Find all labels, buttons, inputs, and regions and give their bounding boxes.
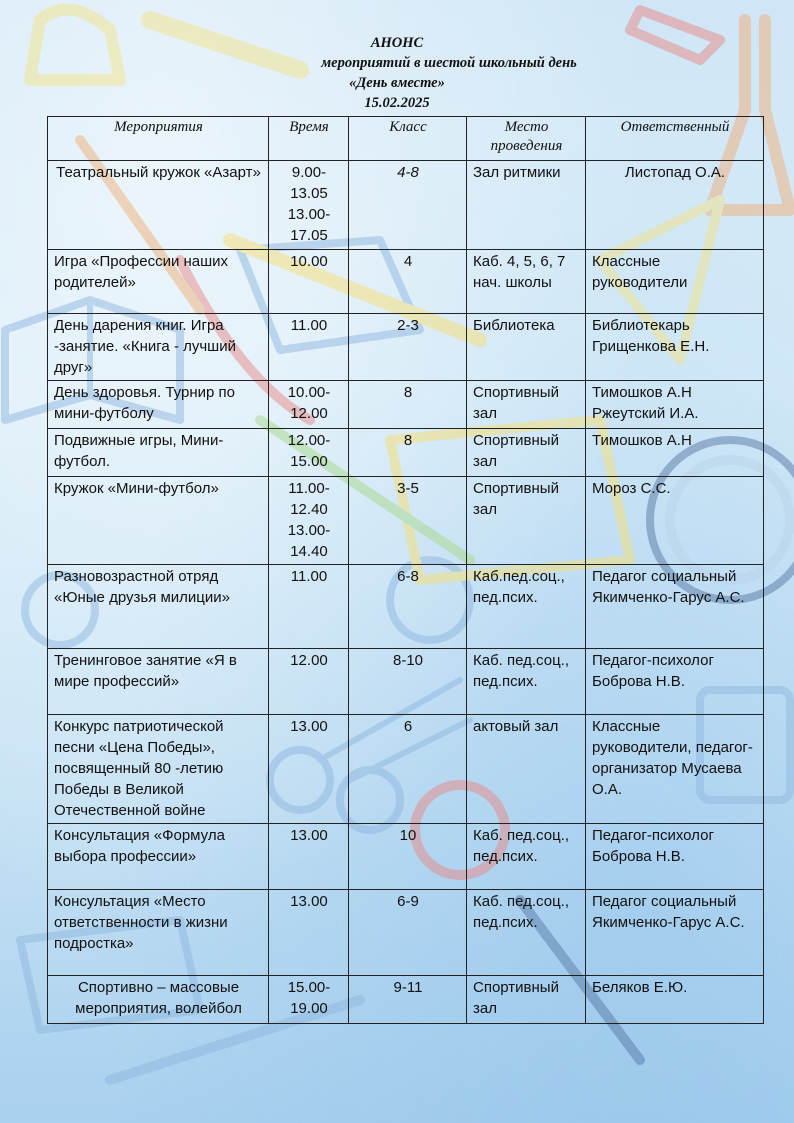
class-cell: 2-3 — [349, 314, 467, 381]
responsible-cell: Тимошков А.Н Ржеутский И.А. — [586, 381, 764, 429]
column-header-time: Время — [269, 117, 349, 161]
table-row — [48, 381, 764, 429]
event-cell: Разновозрастной отряд «Юные друзья милиции» — [48, 565, 269, 649]
column-header-class: Класс — [349, 117, 467, 161]
event-cell: Игра «Профессии наших родителей» — [48, 250, 269, 314]
time-cell: 11.00-12.40 13.00-14.40 — [269, 477, 349, 565]
responsible-cell: Мороз С.С. — [586, 477, 764, 565]
class-cell: 8-10 — [349, 649, 467, 715]
place-cell: Спортивный зал — [467, 477, 586, 565]
event-cell: Спортивно – массовые мероприятия, волейбол — [48, 976, 269, 1024]
responsible-cell: Педагог-психолог Боброва Н.В. — [586, 649, 764, 715]
table-row — [48, 565, 764, 649]
event-cell: Тренинговое занятие «Я в мире профессий» — [48, 649, 269, 715]
time-cell: 10.00 — [269, 250, 349, 314]
place-cell: Спортивный зал — [467, 429, 586, 477]
event-cell: Конкурс патриотической песни «Цена Победы», посвященный 80 -летию Победы в Великой Отечественной войне — [48, 715, 269, 824]
responsible-cell: Педагог социальный Якимченко-Гарус А.С. — [586, 565, 764, 649]
place-cell: Библиотека — [467, 314, 586, 381]
column-header-place: Место проведения — [467, 117, 586, 161]
place-cell: Спортивный зал — [467, 976, 586, 1024]
table-row — [48, 824, 764, 890]
column-header-responsible: Ответственный — [586, 117, 764, 161]
event-cell: День здоровья. Турнир по мини-футболу — [48, 381, 269, 429]
table-row — [48, 477, 764, 565]
table-row — [48, 715, 764, 824]
responsible-cell: Листопад О.А. — [586, 161, 764, 250]
table-row — [48, 976, 764, 1024]
time-cell: 13.00 — [269, 890, 349, 976]
responsible-cell: Классные руководители — [586, 250, 764, 314]
responsible-cell: Классные руководители, педагог-организатор Мусаева О.А. — [586, 715, 764, 824]
time-cell: 12.00-15.00 — [269, 429, 349, 477]
responsible-cell: Тимошков А.Н — [586, 429, 764, 477]
place-cell: актовый зал — [467, 715, 586, 824]
table-row — [48, 890, 764, 976]
place-cell: Каб. пед.соц., пед.псих. — [467, 890, 586, 976]
events-table — [47, 116, 764, 1024]
responsible-cell: Библиотекарь Грищенкова Е.Н. — [586, 314, 764, 381]
event-cell: Театральный кружок «Азарт» — [48, 161, 269, 250]
time-cell: 9.00-13.05 13.00-17.05 — [269, 161, 349, 250]
time-cell: 13.00 — [269, 824, 349, 890]
time-cell: 12.00 — [269, 649, 349, 715]
announcement-subtitle: мероприятий в шестой школьный день — [321, 55, 577, 71]
class-cell: 4-8 — [349, 161, 467, 250]
class-cell: 3-5 — [349, 477, 467, 565]
place-cell: Каб.пед.соц., пед.псих. — [467, 565, 586, 649]
event-cell: Кружок «Мини-футбол» — [48, 477, 269, 565]
table-row — [48, 314, 764, 381]
class-cell: 6-8 — [349, 565, 467, 649]
class-cell: 10 — [349, 824, 467, 890]
responsible-cell: Беляков Е.Ю. — [586, 976, 764, 1024]
event-cell: Подвижные игры, Мини-футбол. — [48, 429, 269, 477]
place-cell: Зал ритмики — [467, 161, 586, 250]
table-row — [48, 250, 764, 314]
place-cell: Каб. 4, 5, 6, 7 нач. школы — [467, 250, 586, 314]
time-cell: 15.00-19.00 — [269, 976, 349, 1024]
table-header-row — [48, 117, 764, 161]
column-header-event: Мероприятия — [48, 117, 269, 161]
time-cell: 13.00 — [269, 715, 349, 824]
place-cell: Каб. пед.соц., пед.псих. — [467, 824, 586, 890]
responsible-cell: Педагог социальный Якимченко-Гарус А.С. — [586, 890, 764, 976]
place-cell: Каб. пед.соц., пед.псих. — [467, 649, 586, 715]
class-cell: 8 — [349, 381, 467, 429]
event-cell: Консультация «Формула выбора профессии» — [48, 824, 269, 890]
event-day-name: «День вместе» — [349, 75, 445, 91]
event-cell: Консультация «Место ответственности в жизни подростка» — [48, 890, 269, 976]
event-cell: День дарения книг. Игра -занятие. «Книга - лучший друг» — [48, 314, 269, 381]
responsible-cell: Педагог-психолог Боброва Н.В. — [586, 824, 764, 890]
class-cell: 9-11 — [349, 976, 467, 1024]
event-date: 15.02.2025 — [364, 95, 430, 111]
table-row — [48, 161, 764, 250]
time-cell: 11.00 — [269, 565, 349, 649]
class-cell: 6 — [349, 715, 467, 824]
time-cell: 11.00 — [269, 314, 349, 381]
place-cell: Спортивный зал — [467, 381, 586, 429]
class-cell: 6-9 — [349, 890, 467, 976]
class-cell: 4 — [349, 250, 467, 314]
table-row — [48, 429, 764, 477]
announcement-title: АНОНС — [370, 35, 424, 51]
time-cell: 10.00-12.00 — [269, 381, 349, 429]
table-row — [48, 649, 764, 715]
class-cell: 8 — [349, 429, 467, 477]
